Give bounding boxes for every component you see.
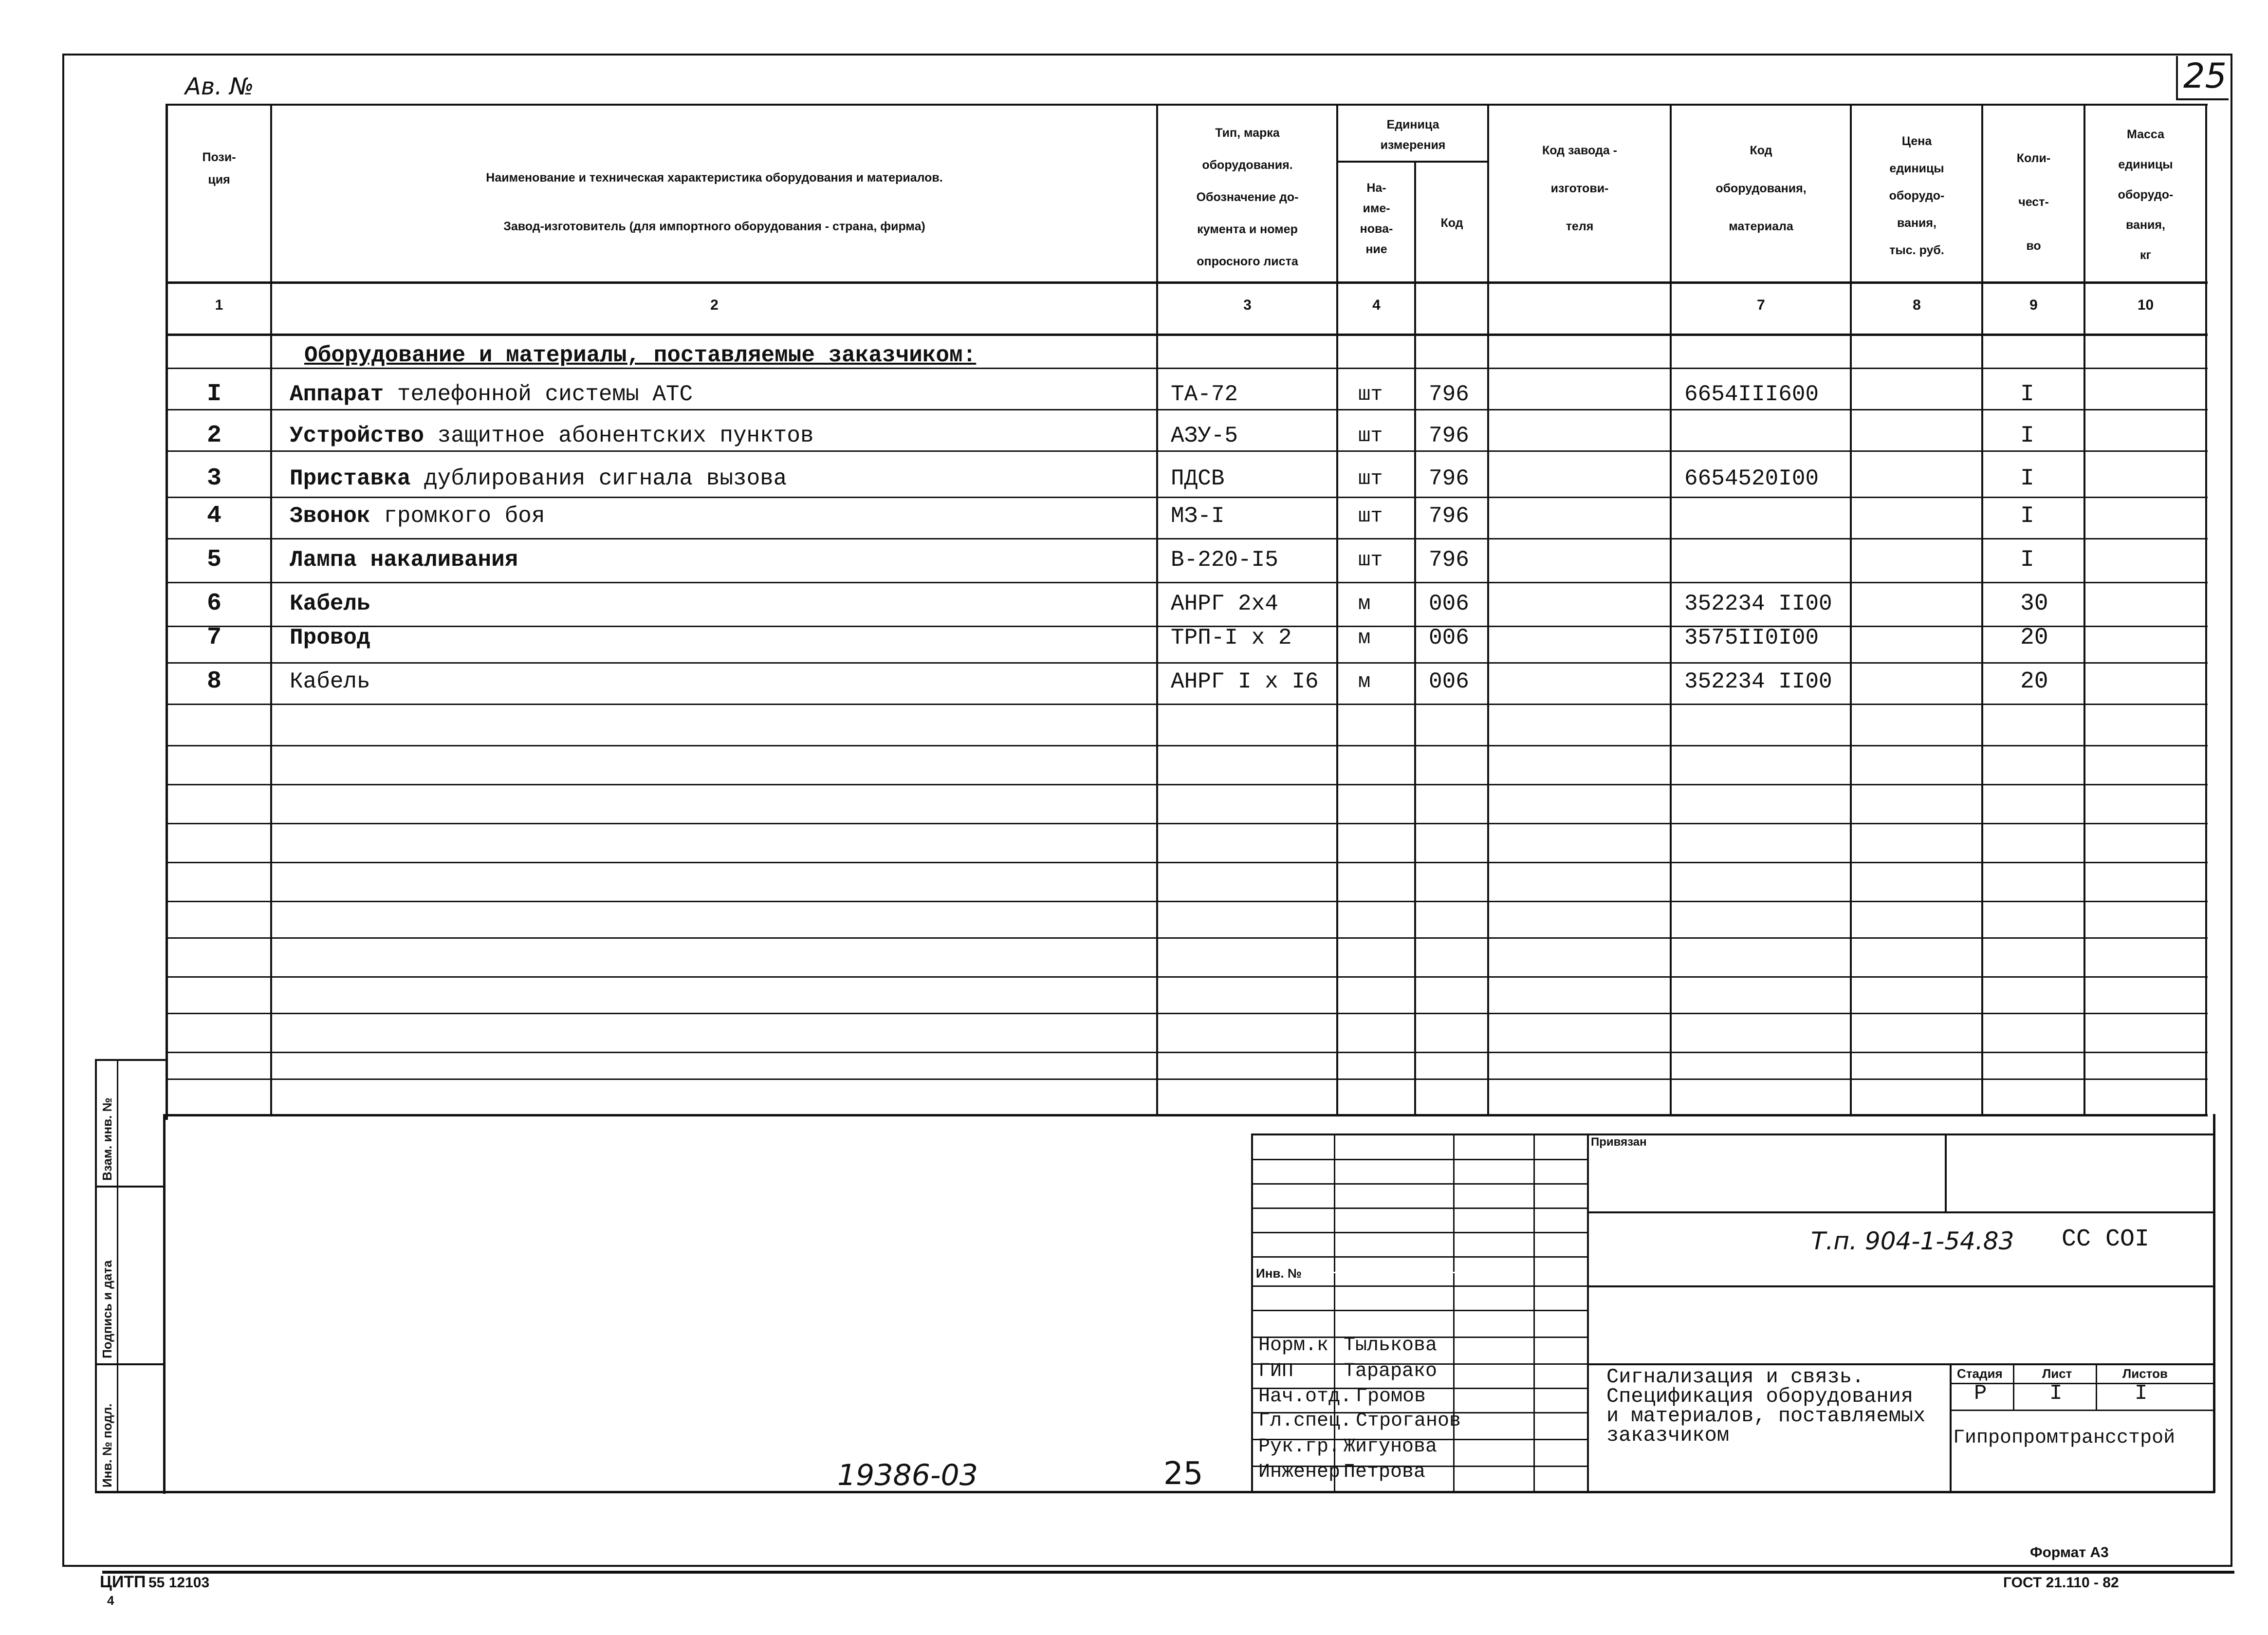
header-price	[1852, 128, 1981, 264]
table-row-line	[166, 937, 2208, 939]
row-position: 2	[207, 422, 222, 449]
header-mass-line: Масса	[2126, 128, 2165, 141]
table-row-line	[166, 582, 2208, 583]
table-vline	[2084, 105, 2085, 1115]
gost-label: ГОСТ 21.110 - 82	[2003, 1575, 2119, 1591]
row-position: I	[207, 380, 222, 408]
row-quantity: I	[2020, 423, 2034, 449]
stage-value: Р	[1974, 1381, 1987, 1406]
table-row-line	[166, 450, 2208, 452]
row-unit-code: 796	[1429, 547, 1469, 573]
organization: Гипропромтрансстрой	[1953, 1427, 2176, 1449]
table-row-line	[166, 1052, 2208, 1053]
table-row-line	[166, 745, 2208, 746]
col-number: 8	[1913, 297, 1921, 313]
row-name-rest: громкого боя	[370, 503, 545, 529]
row-name-bold: Аппарат	[290, 382, 384, 407]
row-name-bold: Приставка	[290, 466, 411, 491]
row-quantity: 30	[2020, 591, 2048, 617]
person-role: Норм.к	[1258, 1335, 1329, 1356]
table-vline	[2205, 105, 2207, 1115]
sheet-number-box-bottom	[2176, 98, 2229, 100]
table-row-line	[166, 538, 2208, 539]
tb-line	[1950, 1410, 2215, 1411]
row-name	[290, 667, 370, 696]
header-unit-name-line: име-	[1363, 202, 1390, 215]
header-type-line: кумента и номер	[1197, 223, 1298, 236]
row-position: 4	[207, 502, 222, 530]
row-position: 5	[207, 546, 222, 574]
person-role: Рук.гр.	[1258, 1436, 1341, 1458]
tb-grid-line	[1251, 1285, 1587, 1287]
header-unit-name-line: На-	[1366, 181, 1386, 195]
header-unit-name	[1339, 178, 1414, 260]
table-row-line	[166, 409, 2208, 410]
header-price-line: единицы	[1889, 162, 1944, 175]
row-position: 7	[207, 624, 222, 651]
sheet-number: 25	[2183, 56, 2227, 96]
table-vline	[1336, 105, 1338, 1115]
unit-group-line	[1336, 161, 1489, 163]
header-unit-group	[1339, 114, 1487, 155]
side-stamp-replace: Взам. инв. №	[100, 1097, 114, 1181]
row-type: ТА-72	[1171, 382, 1238, 407]
tb-grid-line	[1251, 1208, 1587, 1209]
tb-line	[1251, 1133, 2215, 1135]
header-name-line: Наименование и техническая характеристика оборудования и материалов.	[486, 171, 943, 185]
row-quantity: I	[2020, 547, 2034, 573]
row-quantity: I	[2020, 503, 2034, 529]
row-equip-code: 352234 II00	[1684, 591, 1832, 616]
person-role: Инженер	[1258, 1461, 1341, 1483]
row-unit-code: 796	[1429, 466, 1469, 491]
row-name	[290, 380, 693, 409]
inv-no-label: Инв. №	[1256, 1266, 1302, 1281]
doc-title-line: и материалов, поставляемых	[1606, 1404, 1926, 1428]
doc-title	[1606, 1367, 1925, 1445]
side-stamp-inv: Инв. № подл.	[100, 1403, 114, 1487]
header-equip-code-line: Код	[1750, 144, 1772, 157]
header-unit-name-line: ние	[1365, 242, 1387, 256]
sheets-value: I	[2135, 1381, 2148, 1406]
header-qty	[1984, 136, 2084, 268]
tb-line	[1533, 1134, 1535, 1492]
header-plant-code-line: изготови-	[1550, 182, 1609, 195]
side-stamp-line	[95, 1059, 166, 1061]
header-price-line: Цена	[1901, 134, 1932, 148]
tb-grid-line	[1251, 1310, 1587, 1311]
sheet-number-box	[2176, 56, 2178, 100]
row-type: АНРГ 2х4	[1171, 591, 1278, 616]
person-name: Петрова	[1344, 1461, 1426, 1483]
row-name-bold: Звонок	[290, 503, 370, 529]
table-row-line	[166, 901, 2208, 902]
row-equip-code: 352234 II00	[1684, 669, 1832, 694]
table-vline	[166, 105, 168, 1120]
doc-title-line: Спецификация оборудования	[1606, 1385, 1914, 1408]
header-mass-line: кг	[2140, 248, 2151, 262]
header-pos	[168, 146, 270, 191]
tb-grid-line	[1251, 1232, 1587, 1233]
header-equip-code-line: материала	[1729, 220, 1793, 233]
row-name-bold: Провод	[290, 625, 370, 650]
doc-title-line: заказчиком	[1606, 1424, 1730, 1447]
header-unit-group-line: Единица	[1386, 118, 1439, 131]
row-name-rest: Кабель	[290, 669, 370, 694]
header-type-line: оборудования.	[1202, 158, 1293, 172]
table-row-line	[166, 497, 2208, 498]
row-name-bold: Кабель	[290, 591, 370, 616]
row-unit: шт	[1358, 548, 1383, 572]
section-title: Оборудование и материалы, поставляемые заказчиком:	[304, 343, 977, 368]
col-number: 7	[1757, 297, 1765, 313]
lower-bottom-border	[95, 1491, 2215, 1493]
header-pos-line: ция	[208, 173, 230, 186]
corner-mark: Ав. №	[185, 73, 254, 100]
row-quantity: I	[2020, 465, 2034, 492]
row-type: В-220-I5	[1171, 547, 1278, 573]
colnum-bottom	[166, 334, 2208, 336]
table-vline	[1850, 105, 1852, 1115]
header-price-line: тыс. руб.	[1889, 243, 1944, 257]
header-type	[1159, 117, 1336, 278]
table-vline	[1981, 105, 1983, 1115]
row-unit: шт	[1358, 424, 1383, 447]
footer-digit: 4	[107, 1593, 114, 1608]
person-name: Громов	[1356, 1386, 1426, 1408]
table-vline	[1487, 105, 1489, 1115]
row-quantity: 20	[2020, 669, 2048, 695]
person-name: Тарарако	[1344, 1360, 1438, 1382]
header-bottom	[166, 281, 2208, 284]
row-unit: шт	[1358, 467, 1383, 490]
tb-line	[1334, 1272, 1533, 1273]
table-vline	[1156, 105, 1158, 1115]
row-name	[290, 421, 814, 450]
col-number: 9	[2029, 297, 2038, 313]
header-unit-group-line: измерения	[1380, 138, 1446, 152]
table-vline	[1670, 105, 1672, 1115]
tb-grid-line	[1251, 1256, 1587, 1258]
archive-number: 19386-03	[837, 1458, 978, 1492]
header-mass-line: вания,	[2126, 218, 2165, 232]
side-stamp-line	[95, 1059, 97, 1492]
table-row-line	[166, 662, 2208, 664]
header-plant-code-line: Код завода -	[1542, 144, 1618, 157]
doc-code-hand: Т.п. 904-1-54.83	[1811, 1227, 2014, 1255]
row-type: ТРП-I х 2	[1171, 625, 1292, 650]
row-unit-code: 006	[1429, 591, 1469, 616]
doc-title-line: Сигнализация и связь.	[1606, 1365, 1864, 1389]
tb-grid-line	[1251, 1159, 1587, 1160]
header-equip-code-line: оборудования,	[1715, 182, 1807, 195]
row-name	[290, 502, 545, 531]
tb-line	[2096, 1363, 2097, 1410]
row-name	[290, 623, 370, 652]
row-type: АЗУ-5	[1171, 423, 1238, 448]
table-row-line	[166, 1013, 2208, 1014]
side-stamp-line	[95, 1186, 166, 1188]
stage-label: Стадия	[1957, 1366, 2003, 1381]
doc-code: СС СОI	[2062, 1226, 2150, 1253]
table-row-line	[166, 784, 2208, 785]
table-row-line	[166, 1078, 2208, 1080]
row-unit: шт	[1358, 504, 1383, 528]
header-pos-line: Пози-	[202, 150, 236, 164]
table-row-line	[166, 823, 2208, 824]
side-stamp-signature: Подпись и дата	[100, 1260, 114, 1358]
tb-line	[1587, 1285, 2215, 1287]
row-name	[290, 545, 518, 575]
table-top	[166, 104, 2208, 106]
header-plant-code-line: теля	[1566, 220, 1594, 233]
person-name: Тылькова	[1344, 1335, 1438, 1356]
side-stamp-line	[117, 1059, 118, 1492]
header-type-line: опросного листа	[1197, 255, 1298, 268]
table-row-line	[166, 976, 2208, 978]
header-plant-code	[1490, 131, 1670, 245]
col-number: 4	[1372, 297, 1381, 313]
header-name-line: Завод-изготовитель (для импортного оборудования - страна, фирма)	[503, 220, 925, 233]
header-qty-line: Коли-	[2016, 151, 2051, 165]
row-position: 8	[207, 668, 222, 695]
header-price-line: вания,	[1897, 216, 1936, 230]
row-position: 6	[207, 590, 222, 617]
row-unit: м	[1358, 592, 1371, 615]
col-number: 10	[2137, 297, 2154, 313]
row-name-rest: дублирования сигнала вызова	[410, 466, 787, 491]
row-name-bold: Устройство	[290, 423, 424, 448]
tb-line	[1587, 1134, 1589, 1492]
row-name-rest: защитное абонентских пунктов	[424, 423, 814, 448]
row-unit: м	[1358, 670, 1371, 693]
col-number: 2	[710, 297, 719, 313]
header-mass-line: оборудо-	[2118, 188, 2174, 202]
header-type-line: Обозначение до-	[1196, 190, 1299, 204]
sheet-value: I	[2049, 1381, 2063, 1406]
person-role: Гл.спец.	[1258, 1410, 1352, 1432]
table-bottom	[166, 1114, 2208, 1116]
side-stamp-line	[95, 1363, 166, 1365]
row-quantity: 20	[2020, 625, 2048, 651]
row-unit-code: 006	[1429, 625, 1469, 650]
row-unit-code: 796	[1429, 503, 1469, 529]
tb-line	[1453, 1134, 1455, 1492]
header-qty-line: чест-	[2018, 195, 2049, 209]
page-number: 25	[1163, 1456, 1203, 1492]
row-unit-code: 006	[1429, 669, 1469, 694]
row-type: АНРГ I х I6	[1171, 669, 1319, 694]
col-number: 1	[215, 297, 223, 313]
header-unit-code: Код	[1440, 216, 1463, 230]
row-quantity: I	[2020, 381, 2034, 408]
outer-frame	[62, 54, 2232, 1567]
table-vline	[270, 105, 272, 1115]
row-unit-code: 796	[1429, 423, 1469, 448]
row-unit: шт	[1358, 383, 1383, 406]
tb-grid-line	[1251, 1183, 1587, 1185]
table-vline	[1414, 161, 1416, 1115]
row-position: 3	[207, 464, 222, 492]
row-type: ПДСВ	[1171, 466, 1225, 491]
footer-citp: ЦИТП	[100, 1573, 146, 1591]
tb-line	[1945, 1134, 1947, 1212]
bottom-line	[102, 1571, 2234, 1574]
tb-line	[2213, 1114, 2215, 1493]
row-name	[290, 464, 787, 493]
row-equip-code: 3575II0I00	[1684, 625, 1819, 650]
row-equip-code: 6654520I00	[1684, 466, 1819, 491]
row-name-bold: Лампа накаливания	[290, 547, 518, 573]
header-price-line: оборудо-	[1889, 189, 1945, 203]
privyazan-label: Привязан	[1591, 1135, 1647, 1149]
header-mass	[2086, 119, 2205, 270]
person-role: Нач.отд.	[1258, 1386, 1352, 1408]
sheet-label: Лист	[2042, 1366, 2072, 1381]
table-row-line	[166, 704, 2208, 705]
header-mass-line: единицы	[2118, 158, 2173, 171]
row-unit-code: 796	[1429, 382, 1469, 407]
row-name-rest: телефонной системы АТС	[384, 382, 693, 407]
table-row-line	[166, 862, 2208, 863]
row-unit: м	[1358, 626, 1371, 650]
header-name	[273, 153, 1156, 251]
header-equip-code	[1672, 131, 1850, 245]
tb-line	[1587, 1211, 2215, 1213]
tb-line	[2013, 1363, 2014, 1410]
header-unit-name-line: нова-	[1360, 222, 1393, 236]
header-qty-line: во	[2026, 239, 2041, 253]
header-type-line: Тип, марка	[1215, 126, 1280, 140]
row-equip-code: 6654III600	[1684, 382, 1819, 407]
row-type: МЗ-I	[1171, 503, 1225, 529]
person-name: Жигунова	[1344, 1436, 1438, 1458]
row-name	[290, 589, 370, 618]
format-label: Формат А3	[2030, 1544, 2109, 1561]
person-name: Строганов	[1356, 1410, 1461, 1432]
lower-left-border	[163, 1114, 166, 1494]
footer-code: 55 12103	[148, 1575, 210, 1591]
person-role: ГИП	[1258, 1360, 1294, 1382]
col-number: 3	[1243, 297, 1252, 313]
sheets-label: Листов	[2122, 1366, 2168, 1381]
tb-line	[1950, 1383, 2215, 1384]
